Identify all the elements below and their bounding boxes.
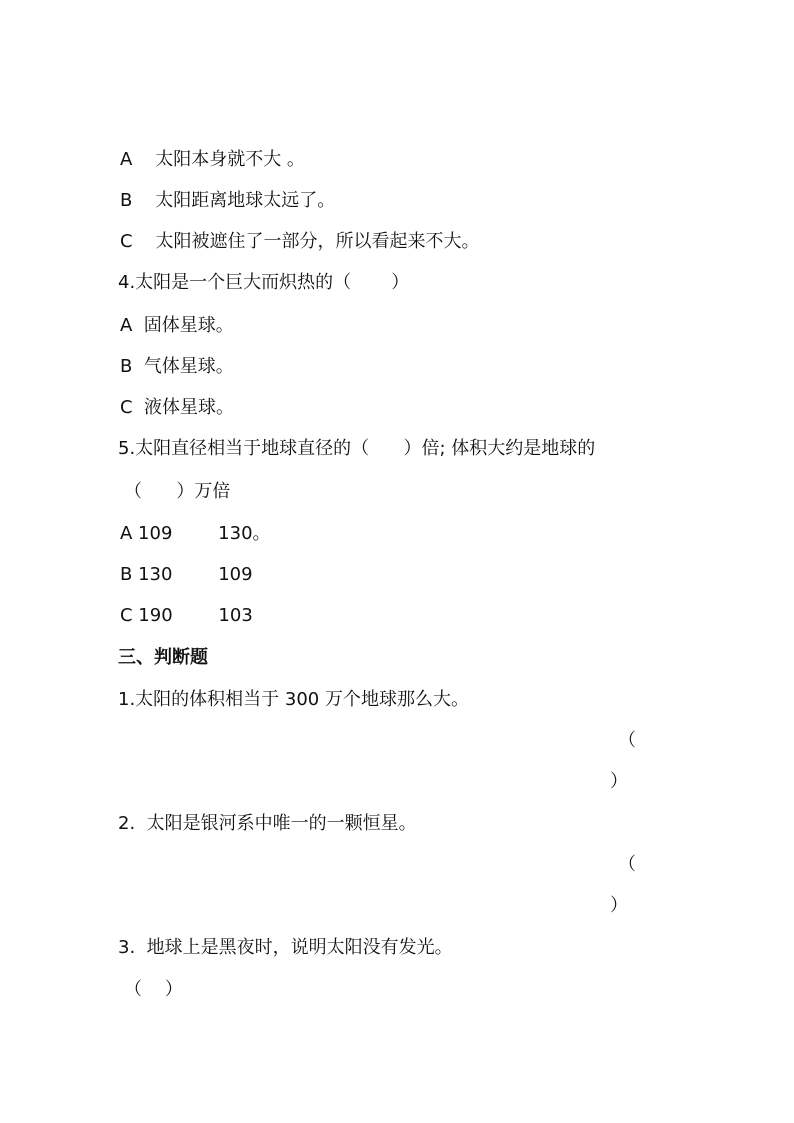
- q5-option-b: B 130 109: [120, 564, 253, 585]
- question-5-line-2: （ ）万倍: [124, 481, 231, 502]
- tf-question-1-paren-close: ）: [610, 771, 628, 792]
- tf-question-3-answer-parens: （ ）: [124, 979, 183, 1000]
- q4-option-b: B 气体星球。: [120, 356, 234, 377]
- q3-option-c: C 太阳被遮住了一部分，所以看起来不大。: [120, 231, 480, 252]
- section-heading-true-false: 三、判断题: [118, 647, 208, 668]
- q4-option-c: C 液体星球。: [120, 397, 235, 418]
- q5-option-a: A 109 130。: [120, 523, 271, 544]
- q3-option-a: A 太阳本身就不大 。: [120, 149, 305, 170]
- q5-option-c: C 190 103: [120, 605, 253, 626]
- tf-question-1: 1.太阳的体积相当于 300 万个地球那么大。: [118, 689, 469, 710]
- question-4: 4.太阳是一个巨大而炽热的（ ）: [118, 272, 410, 293]
- tf-question-2-paren-open: （: [618, 854, 636, 875]
- q4-option-a: A 固体星球。: [120, 315, 234, 336]
- question-5-line-1: 5.太阳直径相当于地球直径的（ ）倍; 体积大约是地球的: [118, 438, 596, 459]
- tf-question-1-paren-open: （: [618, 730, 636, 751]
- q3-option-b: B 太阳距离地球太远了。: [120, 190, 336, 211]
- tf-question-2: 2. 太阳是银河系中唯一的一颗恒星。: [118, 813, 417, 834]
- tf-question-3: 3. 地球上是黑夜时，说明太阳没有发光。: [118, 937, 453, 958]
- tf-question-2-paren-close: ）: [610, 895, 628, 916]
